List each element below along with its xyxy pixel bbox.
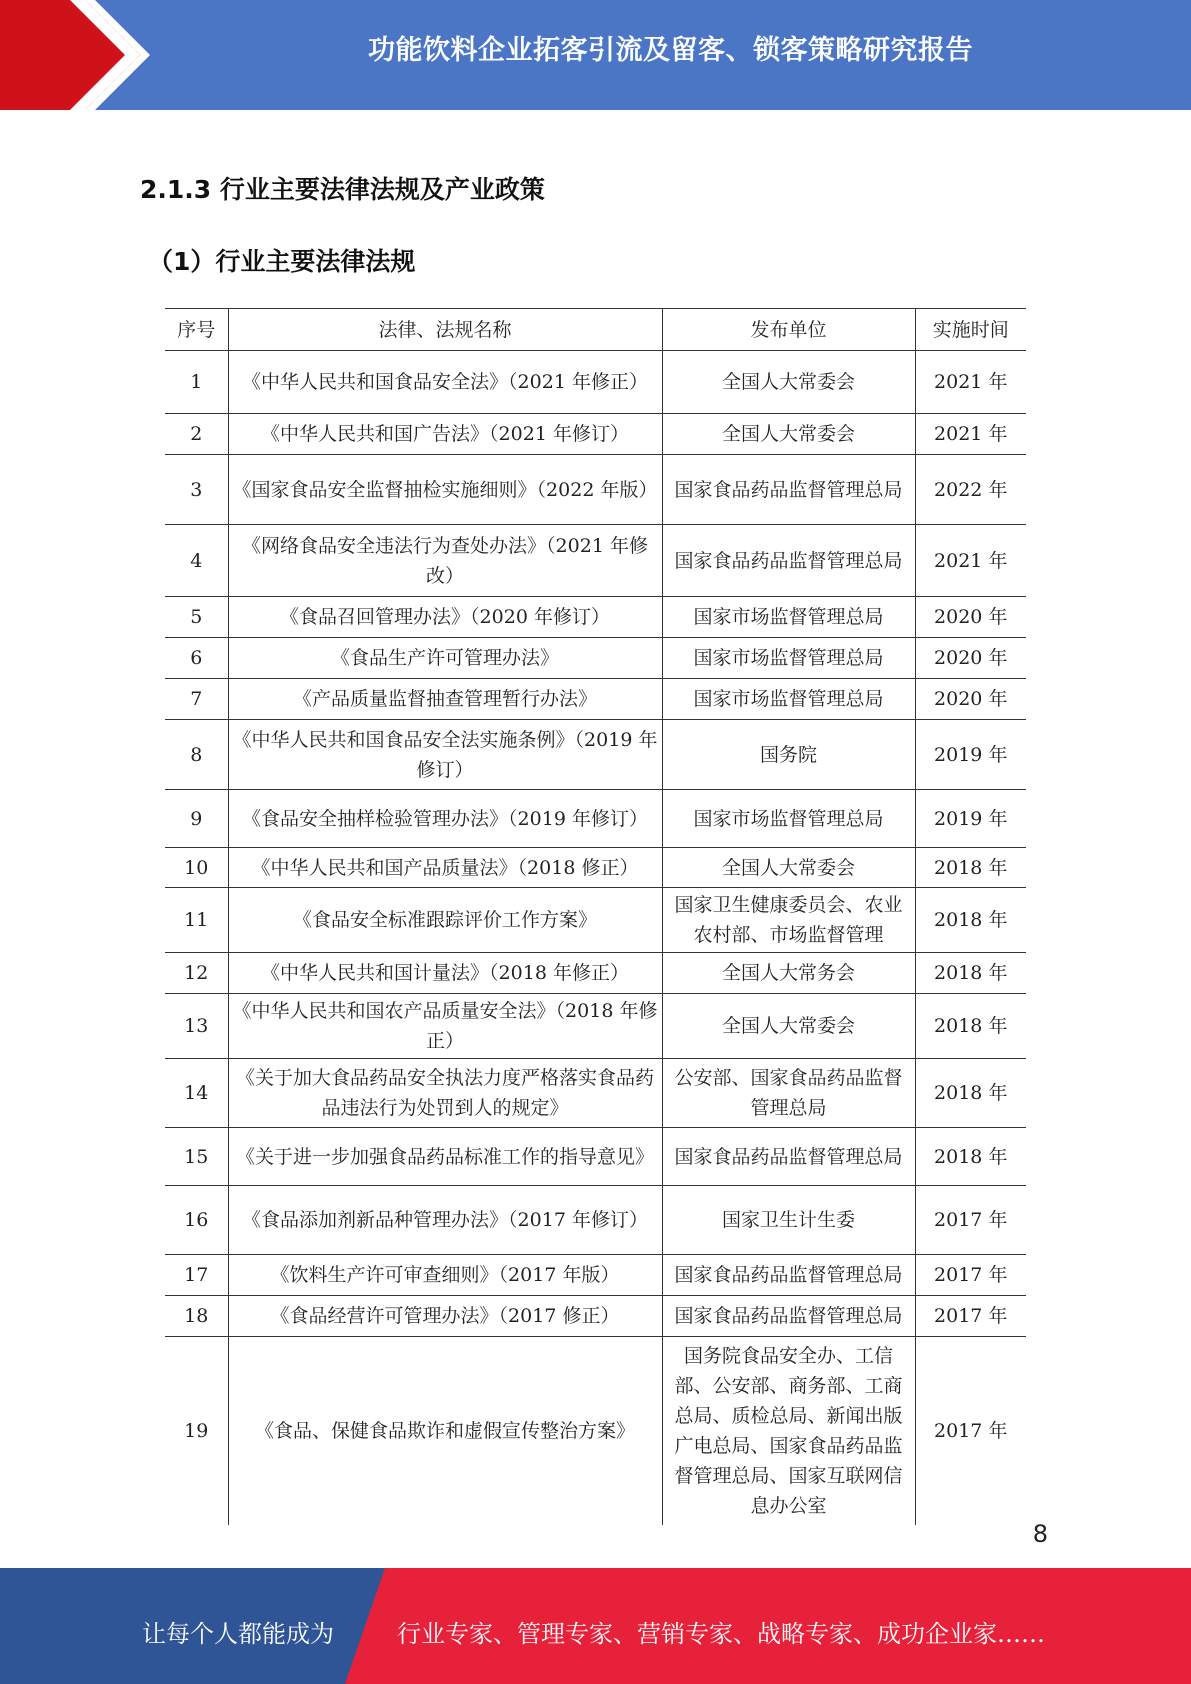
cell-name: 《食品、保健食品欺诈和虚假宣传整治方案》 — [228, 1337, 662, 1525]
cell-year: 2022 年 — [915, 455, 1026, 525]
cell-name: 《关于加大食品药品安全执法力度严格落实食品药品违法行为处罚到人的规定》 — [228, 1059, 662, 1128]
cell-year: 2018 年 — [915, 1059, 1026, 1128]
cell-org: 国家市场监督管理总局 — [662, 679, 915, 720]
cell-name: 《中华人民共和国农产品质量安全法》（2018 年修正） — [228, 994, 662, 1059]
cell-name: 《食品召回管理办法》（2020 年修订） — [228, 597, 662, 638]
table-row — [165, 1059, 1026, 1128]
cell-year: 2019 年 — [915, 790, 1026, 848]
cell-name: 《国家食品安全监督抽检实施细则》（2022 年版） — [228, 455, 662, 525]
table-row — [165, 1337, 1026, 1525]
table-row — [165, 1186, 1026, 1255]
page-footer — [0, 1568, 1191, 1684]
cell-org: 国家食品药品监督管理总局 — [662, 1296, 915, 1337]
cell-no: 9 — [165, 790, 228, 848]
table-row — [165, 638, 1026, 679]
cell-year: 2017 年 — [915, 1186, 1026, 1255]
table-row — [165, 597, 1026, 638]
page-number: 8 — [1032, 1520, 1048, 1548]
cell-year: 2021 年 — [915, 525, 1026, 597]
cell-name: 《食品生产许可管理办法》 — [228, 638, 662, 679]
cell-no: 16 — [165, 1186, 228, 1255]
cell-no: 2 — [165, 414, 228, 455]
laws-table — [165, 308, 1026, 1525]
table-row — [165, 888, 1026, 953]
sub-heading: （1）行业主要法律法规 — [148, 247, 416, 276]
table-row — [165, 848, 1026, 888]
header-name: 法律、法规名称 — [228, 309, 662, 351]
cell-org: 国务院 — [662, 720, 915, 790]
cell-org: 国家食品药品监督管理总局 — [662, 455, 915, 525]
cell-no: 15 — [165, 1128, 228, 1186]
cell-name: 《中华人民共和国食品安全法实施条例》（2019 年修订） — [228, 720, 662, 790]
header-org: 发布单位 — [662, 309, 915, 351]
red-chevron-decoration — [0, 0, 150, 110]
cell-org: 国家市场监督管理总局 — [662, 790, 915, 848]
cell-name: 《中华人民共和国计量法》（2018 年修正） — [228, 953, 662, 994]
cell-year: 2017 年 — [915, 1255, 1026, 1296]
cell-year: 2018 年 — [915, 888, 1026, 953]
cell-year: 2020 年 — [915, 597, 1026, 638]
cell-org: 全国人大常务会 — [662, 953, 915, 994]
cell-year: 2021 年 — [915, 351, 1026, 414]
cell-name: 《中华人民共和国广告法》（2021 年修订） — [228, 414, 662, 455]
cell-no: 4 — [165, 525, 228, 597]
footer-slogan-right: 行业专家、管理专家、营销专家、战略专家、成功企业家…… — [397, 1620, 1045, 1648]
cell-name: 《中华人民共和国食品安全法》（2021 年修正） — [228, 351, 662, 414]
cell-year: 2017 年 — [915, 1296, 1026, 1337]
cell-year: 2020 年 — [915, 679, 1026, 720]
cell-no: 7 — [165, 679, 228, 720]
table-row — [165, 953, 1026, 994]
footer-slogan-left: 让每个人都能成为 — [142, 1620, 334, 1648]
table-row — [165, 720, 1026, 790]
cell-no: 17 — [165, 1255, 228, 1296]
table-row — [165, 525, 1026, 597]
cell-org: 国家食品药品监督管理总局 — [662, 525, 915, 597]
cell-year: 2017 年 — [915, 1337, 1026, 1525]
header-no: 序号 — [165, 309, 228, 351]
table-row — [165, 994, 1026, 1059]
cell-org: 国家食品药品监督管理总局 — [662, 1255, 915, 1296]
cell-org: 国家市场监督管理总局 — [662, 597, 915, 638]
table-header-row — [165, 309, 1026, 351]
cell-no: 8 — [165, 720, 228, 790]
cell-org: 国家卫生计生委 — [662, 1186, 915, 1255]
cell-name: 《食品安全标准跟踪评价工作方案》 — [228, 888, 662, 953]
cell-org: 全国人大常委会 — [662, 848, 915, 888]
table-row — [165, 1255, 1026, 1296]
cell-no: 19 — [165, 1337, 228, 1525]
table-row — [165, 679, 1026, 720]
table-row — [165, 790, 1026, 848]
cell-org: 国务院食品安全办、工信部、公安部、商务部、工商总局、质检总局、新闻出版广电总局、国家食品药品监督管理总局、国家互联网信息办公室 — [662, 1337, 915, 1525]
cell-no: 3 — [165, 455, 228, 525]
cell-year: 2018 年 — [915, 994, 1026, 1059]
cell-org: 全国人大常委会 — [662, 994, 915, 1059]
cell-org: 国家食品药品监督管理总局 — [662, 1128, 915, 1186]
cell-name: 《网络食品安全违法行为查处办法》（2021 年修改） — [228, 525, 662, 597]
cell-name: 《食品安全抽样检验管理办法》（2019 年修订） — [228, 790, 662, 848]
cell-org: 国家卫生健康委员会、农业农村部、市场监督管理 — [662, 888, 915, 953]
cell-org: 全国人大常委会 — [662, 414, 915, 455]
table-row — [165, 455, 1026, 525]
table-row — [165, 351, 1026, 414]
cell-name: 《关于进一步加强食品药品标准工作的指导意见》 — [228, 1128, 662, 1186]
page-header — [0, 0, 1191, 110]
cell-year: 2020 年 — [915, 638, 1026, 679]
table-row — [165, 1296, 1026, 1337]
cell-org: 国家市场监督管理总局 — [662, 638, 915, 679]
cell-no: 11 — [165, 888, 228, 953]
cell-no: 18 — [165, 1296, 228, 1337]
cell-no: 5 — [165, 597, 228, 638]
cell-name: 《产品质量监督抽查管理暂行办法》 — [228, 679, 662, 720]
cell-org: 全国人大常委会 — [662, 351, 915, 414]
cell-year: 2018 年 — [915, 1128, 1026, 1186]
cell-year: 2021 年 — [915, 414, 1026, 455]
cell-year: 2018 年 — [915, 953, 1026, 994]
table-row — [165, 414, 1026, 455]
table-row — [165, 1128, 1026, 1186]
cell-org: 公安部、国家食品药品监督管理总局 — [662, 1059, 915, 1128]
cell-year: 2019 年 — [915, 720, 1026, 790]
section-heading: 2.1.3 行业主要法律法规及产业政策 — [140, 175, 545, 204]
cell-name: 《饮料生产许可审查细则》（2017 年版） — [228, 1255, 662, 1296]
cell-year: 2018 年 — [915, 848, 1026, 888]
cell-name: 《中华人民共和国产品质量法》（2018 修正） — [228, 848, 662, 888]
cell-no: 6 — [165, 638, 228, 679]
cell-no: 12 — [165, 953, 228, 994]
cell-no: 13 — [165, 994, 228, 1059]
header-year: 实施时间 — [915, 309, 1026, 351]
report-title: 功能饮料企业拓客引流及留客、锁客策略研究报告 — [368, 35, 973, 66]
cell-no: 14 — [165, 1059, 228, 1128]
cell-no: 1 — [165, 351, 228, 414]
cell-no: 10 — [165, 848, 228, 888]
cell-name: 《食品经营许可管理办法》（2017 修正） — [228, 1296, 662, 1337]
cell-name: 《食品添加剂新品种管理办法》（2017 年修订） — [228, 1186, 662, 1255]
